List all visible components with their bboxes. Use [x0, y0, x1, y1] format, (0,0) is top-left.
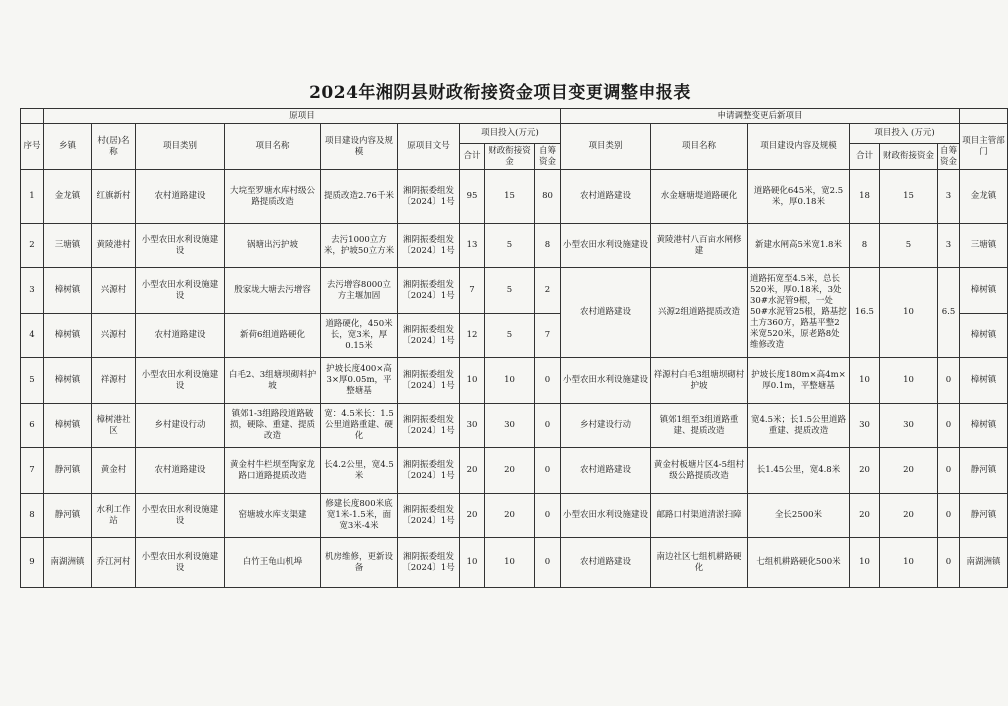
cell-new-total: 18	[850, 170, 880, 224]
cell-fiscal: 10	[485, 538, 535, 588]
cell-dept: 金龙镇	[960, 170, 1008, 224]
cell-town: 樟树镇	[44, 314, 92, 358]
cell-doc: 湘阴振委组发〔2024〕1号	[398, 314, 460, 358]
header-row-1	[21, 124, 1008, 144]
table-row	[21, 170, 1008, 224]
cell-new-category: 农村道路建设	[561, 538, 651, 588]
cell-new-name: 镇郊1组至3组道路重建、提质改造	[651, 404, 748, 448]
col-seq: 序号	[21, 124, 44, 170]
cell-seq: 7	[21, 448, 44, 494]
cell-new-content: 新建水闸高5米宽1.8米	[748, 224, 850, 268]
col-investment: 项目投入(万元)	[460, 124, 561, 144]
cell-village: 黄陵港村	[92, 224, 136, 268]
col-dept: 项目主管部门	[960, 124, 1008, 170]
cell-village: 兴源村	[92, 314, 136, 358]
cell-total: 13	[460, 224, 485, 268]
cell-content: 护坡长度400×高3×厚0.05m，平整塘基	[321, 358, 398, 404]
col-new-fiscal: 财政衔接资金	[880, 144, 938, 170]
page-title: 2024年湘阴县财政衔接资金项目变更调整申报表	[309, 83, 691, 103]
cell-new-self: 0	[938, 358, 960, 404]
cell-new-content: 道路硬化645米，宽2.5米，厚0.18米	[748, 170, 850, 224]
cell-new-total: 30	[850, 404, 880, 448]
cell-total: 30	[460, 404, 485, 448]
cell-self: 0	[535, 538, 561, 588]
cell-new-fiscal: 20	[880, 448, 938, 494]
cell-seq: 1	[21, 170, 44, 224]
cell-fiscal: 5	[485, 314, 535, 358]
cell-new-name: 邮路口村渠道清淤扫障	[651, 494, 748, 538]
cell-fiscal: 15	[485, 170, 535, 224]
cell-new-content: 长1.45公里，宽4.8米	[748, 448, 850, 494]
original-project-header: 原项目	[44, 109, 561, 124]
cell-content: 去污1000立方米，护坡50立方米	[321, 224, 398, 268]
cell-self: 80	[535, 170, 561, 224]
cell-new-name: 祥源村白毛3组塘坝砌村护坡	[651, 358, 748, 404]
cell-content: 宽：4.5米长：1.5公里道路重建、硬化	[321, 404, 398, 448]
cell-town: 静河镇	[44, 494, 92, 538]
cell-category: 小型农田水利设施建设	[136, 538, 225, 588]
cell-village: 水利工作站	[92, 494, 136, 538]
cell-category: 农村道路建设	[136, 170, 225, 224]
cell-self: 2	[535, 268, 561, 314]
cell-category: 农村道路建设	[136, 314, 225, 358]
cell-fiscal: 20	[485, 494, 535, 538]
cell-content: 机房维修，更新设备	[321, 538, 398, 588]
cell-name: 白竹王龟山机埠	[225, 538, 321, 588]
cell-new-category: 农村道路建设	[561, 448, 651, 494]
cell-fiscal: 20	[485, 448, 535, 494]
cell-dept: 樟树镇	[960, 358, 1008, 404]
cell-new-self: 0	[938, 494, 960, 538]
cell-category: 小型农田水利设施建设	[136, 494, 225, 538]
cell-seq: 2	[21, 224, 44, 268]
cell-self: 0	[535, 404, 561, 448]
cell-fiscal: 10	[485, 358, 535, 404]
cell-seq: 3	[21, 268, 44, 314]
cell-dept: 静河镇	[960, 494, 1008, 538]
col-town: 乡镇	[44, 124, 92, 170]
cell-new-content: 七组机耕路硬化500米	[748, 538, 850, 588]
cell-total: 95	[460, 170, 485, 224]
cell-category: 乡村建设行动	[136, 404, 225, 448]
col-new-category: 项目类别	[561, 124, 651, 170]
cell-name: 殷家垅大塘去污增容	[225, 268, 321, 314]
col-self: 自筹资金	[535, 144, 561, 170]
cell-name: 黄金村牛栏坝至陶家龙路口道路提质改造	[225, 448, 321, 494]
cell-self: 0	[535, 448, 561, 494]
cell-doc: 湘阴振委组发〔2024〕1号	[398, 170, 460, 224]
merged-cell-new-fiscal: 10	[880, 268, 938, 358]
cell-new-content: 护坡长度180m×高4m×厚0.1m，平整塘基	[748, 358, 850, 404]
cell-new-category: 农村道路建设	[561, 170, 651, 224]
cell-category: 小型农田水利设施建设	[136, 358, 225, 404]
col-content: 项目建设内容及规 模	[321, 124, 398, 170]
cell-content: 提质改造2.76千米	[321, 170, 398, 224]
cell-total: 20	[460, 494, 485, 538]
cell-category: 小型农田水利设施建设	[136, 224, 225, 268]
cell-doc: 湘阴振委组发〔2024〕1号	[398, 358, 460, 404]
cell-new-total: 8	[850, 224, 880, 268]
merged-cell-new-self: 6.5	[938, 268, 960, 358]
cell-new-self: 0	[938, 404, 960, 448]
cell-name: 新荷6组道路硬化	[225, 314, 321, 358]
cell-content: 道路硬化，450米长，宽3米，厚0.15米	[321, 314, 398, 358]
cell-dept: 静河镇	[960, 448, 1008, 494]
cell-doc: 湘阴振委组发〔2024〕1号	[398, 538, 460, 588]
cell-total: 12	[460, 314, 485, 358]
cell-self: 7	[535, 314, 561, 358]
cell-new-category: 小型农田水利设施建设	[561, 494, 651, 538]
cell-new-category: 小型农田水利设施建设	[561, 358, 651, 404]
cell-name: 窑塘坡水库支渠建	[225, 494, 321, 538]
col-category: 项目类别	[136, 124, 225, 170]
cell-new-total: 20	[850, 494, 880, 538]
cell-town: 三塘镇	[44, 224, 92, 268]
table-row	[21, 538, 1008, 588]
cell-new-name: 水金塘塘堤道路硬化	[651, 170, 748, 224]
cell-new-self: 3	[938, 170, 960, 224]
cell-new-content: 全长2500米	[748, 494, 850, 538]
cell-self: 0	[535, 494, 561, 538]
cell-doc: 湘阴振委组发〔2024〕1号	[398, 494, 460, 538]
cell-fiscal: 30	[485, 404, 535, 448]
cell-town: 樟树镇	[44, 404, 92, 448]
cell-self: 8	[535, 224, 561, 268]
table-row	[21, 224, 1008, 268]
cell-new-self: 3	[938, 224, 960, 268]
cell-new-self: 0	[938, 538, 960, 588]
cell-village: 红旗新村	[92, 170, 136, 224]
col-new-self: 自筹资金	[938, 144, 960, 170]
header-group-row	[21, 109, 1008, 124]
cell-seq: 4	[21, 314, 44, 358]
cell-doc: 湘阴振委组发〔2024〕1号	[398, 404, 460, 448]
cell-new-total: 20	[850, 448, 880, 494]
cell-dept: 南湖洲镇	[960, 538, 1008, 588]
col-doc: 原项目文号	[398, 124, 460, 170]
cell-category: 农村道路建设	[136, 448, 225, 494]
merged-cell-new-content: 道路拓宽至4.5米，总长520米，厚0.18米，3处30#水泥管9根，一处50#水泥管25根，路基挖土方360方，路基平整2米宽520米，原老路8处维修改造	[748, 268, 850, 358]
cell-town: 南湖洲镇	[44, 538, 92, 588]
cell-name: 白毛2、3组塘坝砌料护坡	[225, 358, 321, 404]
cell-total: 20	[460, 448, 485, 494]
col-new-name: 项目名称	[651, 124, 748, 170]
cell-new-fiscal: 15	[880, 170, 938, 224]
cell-village: 兴源村	[92, 268, 136, 314]
cell-village: 樟树港社区	[92, 404, 136, 448]
col-name: 项目名称	[225, 124, 321, 170]
adjustment-table	[20, 108, 1008, 588]
cell-town: 樟树镇	[44, 358, 92, 404]
cell-dept: 樟树镇	[960, 314, 1008, 358]
cell-total: 10	[460, 358, 485, 404]
cell-seq: 8	[21, 494, 44, 538]
cell-new-name: 南边社区七组机耕路硬化	[651, 538, 748, 588]
cell-new-category: 乡村建设行动	[561, 404, 651, 448]
col-total: 合计	[460, 144, 485, 170]
table-row	[21, 494, 1008, 538]
cell-town: 金龙镇	[44, 170, 92, 224]
cell-doc: 湘阴振委组发〔2024〕1号	[398, 224, 460, 268]
cell-category: 小型农田水利设施建设	[136, 268, 225, 314]
cell-dept: 三塘镇	[960, 224, 1008, 268]
cell-village: 乔江河村	[92, 538, 136, 588]
cell-new-name: 黄金村板塘片区4-5组村级公路提质改造	[651, 448, 748, 494]
cell-new-total: 10	[850, 358, 880, 404]
cell-new-fiscal: 30	[880, 404, 938, 448]
cell-content: 去污增容8000立方主堰加固	[321, 268, 398, 314]
cell-town: 静河镇	[44, 448, 92, 494]
cell-new-content: 宽4.5米；长1.5公里道路重建、提质改造	[748, 404, 850, 448]
col-fiscal: 财政衔接资金	[485, 144, 535, 170]
cell-fiscal: 5	[485, 268, 535, 314]
cell-name: 大垸至罗塘水库村级公路提质改造	[225, 170, 321, 224]
cell-fiscal: 5	[485, 224, 535, 268]
col-village: 村(居)名称	[92, 124, 136, 170]
cell-seq: 9	[21, 538, 44, 588]
cell-new-fiscal: 5	[880, 224, 938, 268]
cell-total: 10	[460, 538, 485, 588]
cell-new-fiscal: 10	[880, 358, 938, 404]
cell-new-total: 10	[850, 538, 880, 588]
merged-cell-new-name: 兴源2组道路提质改造	[651, 268, 748, 358]
cell-content: 修建长度800米底宽1米-1.5米，面宽3米-4米	[321, 494, 398, 538]
cell-new-self: 0	[938, 448, 960, 494]
cell-new-name: 黄陵港村八百亩水闸修建	[651, 224, 748, 268]
cell-total: 7	[460, 268, 485, 314]
table-row	[21, 404, 1008, 448]
cell-doc: 湘阴振委组发〔2024〕1号	[398, 268, 460, 314]
cell-self: 0	[535, 358, 561, 404]
cell-dept: 樟树镇	[960, 404, 1008, 448]
cell-name: 镇郊1-3组路段道路破损，硬除、重建、提质改造	[225, 404, 321, 448]
merged-cell-new-total: 16.5	[850, 268, 880, 358]
table-row	[21, 448, 1008, 494]
cell-seq: 5	[21, 358, 44, 404]
cell-content: 长4.2公里，宽4.5米	[321, 448, 398, 494]
cell-seq: 6	[21, 404, 44, 448]
col-new-investment: 项目投入 (万元)	[850, 124, 960, 144]
cell-new-fiscal: 20	[880, 494, 938, 538]
cell-new-fiscal: 10	[880, 538, 938, 588]
cell-name: 锅塘出污护坡	[225, 224, 321, 268]
merged-cell-new-category: 农村道路建设	[561, 268, 651, 358]
table-row	[21, 268, 1008, 314]
col-new-content: 项目建设内容及规模	[748, 124, 850, 170]
cell-doc: 湘阴振委组发〔2024〕1号	[398, 448, 460, 494]
cell-dept: 樟树镇	[960, 268, 1008, 314]
cell-village: 黄金村	[92, 448, 136, 494]
new-project-header: 申请调整变更后新项目	[561, 109, 960, 124]
cell-town: 樟树镇	[44, 268, 92, 314]
cell-village: 祥源村	[92, 358, 136, 404]
cell-new-category: 小型农田水利设施建设	[561, 224, 651, 268]
col-new-total: 合计	[850, 144, 880, 170]
table-row	[21, 358, 1008, 404]
